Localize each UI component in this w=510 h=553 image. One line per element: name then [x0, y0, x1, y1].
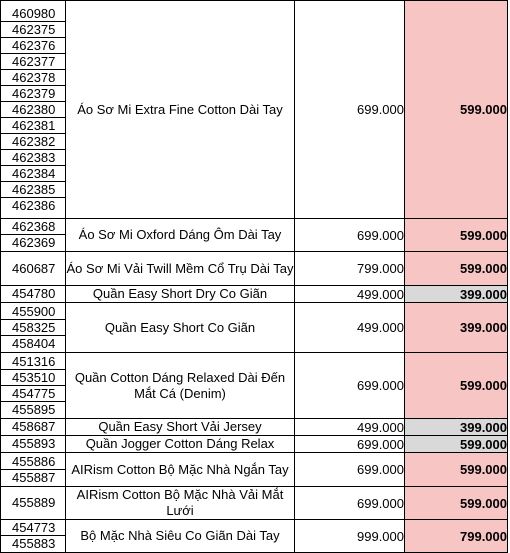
sale-price: 799.000 — [405, 520, 508, 553]
table-row — [1, 353, 508, 419]
product-code: 462385 — [1, 182, 65, 198]
original-price: 699.000 — [295, 487, 405, 520]
product-name: Bộ Mặc Nhà Siêu Co Giãn Dài Tay — [66, 520, 295, 553]
product-code: 462375 — [1, 22, 65, 38]
product-name: Áo Sơ Mi Vải Twill Mềm Cổ Trụ Dài Tay — [66, 252, 295, 286]
price-table-body — [1, 1, 508, 553]
product-name: Áo Sơ Mi Oxford Dáng Ôm Dài Tay — [66, 219, 295, 252]
product-code: 455883 — [12, 536, 56, 551]
product-name: AIRism Cotton Bộ Mặc Nhà Vải Mắt Lưới — [66, 487, 295, 520]
product-code: 454780 — [12, 286, 56, 301]
product-code-cell — [1, 419, 66, 436]
sale-price: 399.000 — [405, 303, 508, 353]
product-code-cell — [1, 353, 66, 419]
product-code: 462383 — [1, 150, 65, 166]
product-code: 460687 — [12, 260, 56, 276]
product-code-cell — [1, 1, 66, 219]
sale-price: 599.000 — [405, 436, 508, 453]
table-row — [1, 219, 508, 252]
table-row — [1, 419, 508, 436]
product-name: Quần Easy Short Vải Jersey — [66, 419, 295, 436]
product-code-cell — [1, 520, 66, 553]
table-row — [1, 1, 508, 219]
product-name: Quần Easy Short Co Giãn — [66, 303, 295, 353]
product-code: 462386 — [12, 197, 56, 213]
product-code: 462380 — [1, 102, 65, 118]
product-code: 462368 — [1, 219, 65, 235]
product-code-cell — [1, 453, 66, 487]
sale-price: 599.000 — [405, 453, 508, 487]
product-code: 455900 — [1, 304, 65, 320]
product-code: 455893 — [12, 436, 56, 451]
product-name: AIRism Cotton Bộ Mặc Nhà Ngắn Tay — [66, 453, 295, 487]
table-row — [1, 252, 508, 286]
product-code: 455887 — [12, 469, 56, 485]
original-price: 699.000 — [295, 219, 405, 252]
product-code: 454775 — [1, 386, 65, 402]
product-code: 462384 — [1, 166, 65, 182]
sale-price: 599.000 — [405, 219, 508, 252]
sale-price: 599.000 — [405, 1, 508, 219]
product-code-cell — [1, 436, 66, 453]
original-price: 699.000 — [295, 1, 405, 219]
product-code-cell — [1, 303, 66, 353]
product-name: Quần Jogger Cotton Dáng Relax — [66, 436, 295, 453]
sale-price: 599.000 — [405, 353, 508, 419]
product-code: 460980 — [1, 6, 65, 22]
table-row — [1, 286, 508, 303]
product-code: 453510 — [1, 370, 65, 386]
sale-price: 599.000 — [405, 487, 508, 520]
product-code-cell — [1, 219, 66, 252]
original-price: 499.000 — [295, 419, 405, 436]
product-code: 462377 — [1, 54, 65, 70]
original-price: 499.000 — [295, 303, 405, 353]
product-code: 462378 — [1, 70, 65, 86]
table-row — [1, 520, 508, 553]
product-code: 455886 — [1, 454, 65, 470]
table-row — [1, 436, 508, 453]
sale-price: 599.000 — [405, 252, 508, 286]
product-name: Áo Sơ Mi Extra Fine Cotton Dài Tay — [66, 1, 295, 219]
product-code: 462369 — [12, 235, 56, 250]
original-price: 799.000 — [295, 252, 405, 286]
sale-price: 399.000 — [405, 419, 508, 436]
product-code: 462376 — [1, 38, 65, 54]
product-name: Quần Easy Short Dry Co Giãn — [66, 286, 295, 303]
product-code: 458687 — [12, 419, 56, 434]
product-code-cell — [1, 286, 66, 303]
original-price: 699.000 — [295, 453, 405, 487]
table-row — [1, 487, 508, 520]
table-row — [1, 303, 508, 353]
product-code-cell — [1, 252, 66, 286]
sale-price: 399.000 — [405, 286, 508, 303]
product-code: 451316 — [1, 354, 65, 370]
product-code: 455895 — [12, 401, 56, 417]
product-code: 462379 — [1, 86, 65, 102]
original-price: 699.000 — [295, 353, 405, 419]
product-code: 455889 — [12, 495, 56, 510]
original-price: 699.000 — [295, 436, 405, 453]
product-code: 462381 — [1, 118, 65, 134]
product-name: Quần Cotton Dáng Relaxed Dài Đến Mắt Cá (Denim) — [66, 353, 295, 419]
product-code: 462382 — [1, 134, 65, 150]
product-code: 454773 — [1, 520, 65, 536]
original-price: 499.000 — [295, 286, 405, 303]
product-code-cell — [1, 487, 66, 520]
product-code: 458325 — [1, 320, 65, 336]
product-code: 458404 — [12, 335, 56, 351]
original-price: 999.000 — [295, 520, 405, 553]
table-row — [1, 453, 508, 487]
